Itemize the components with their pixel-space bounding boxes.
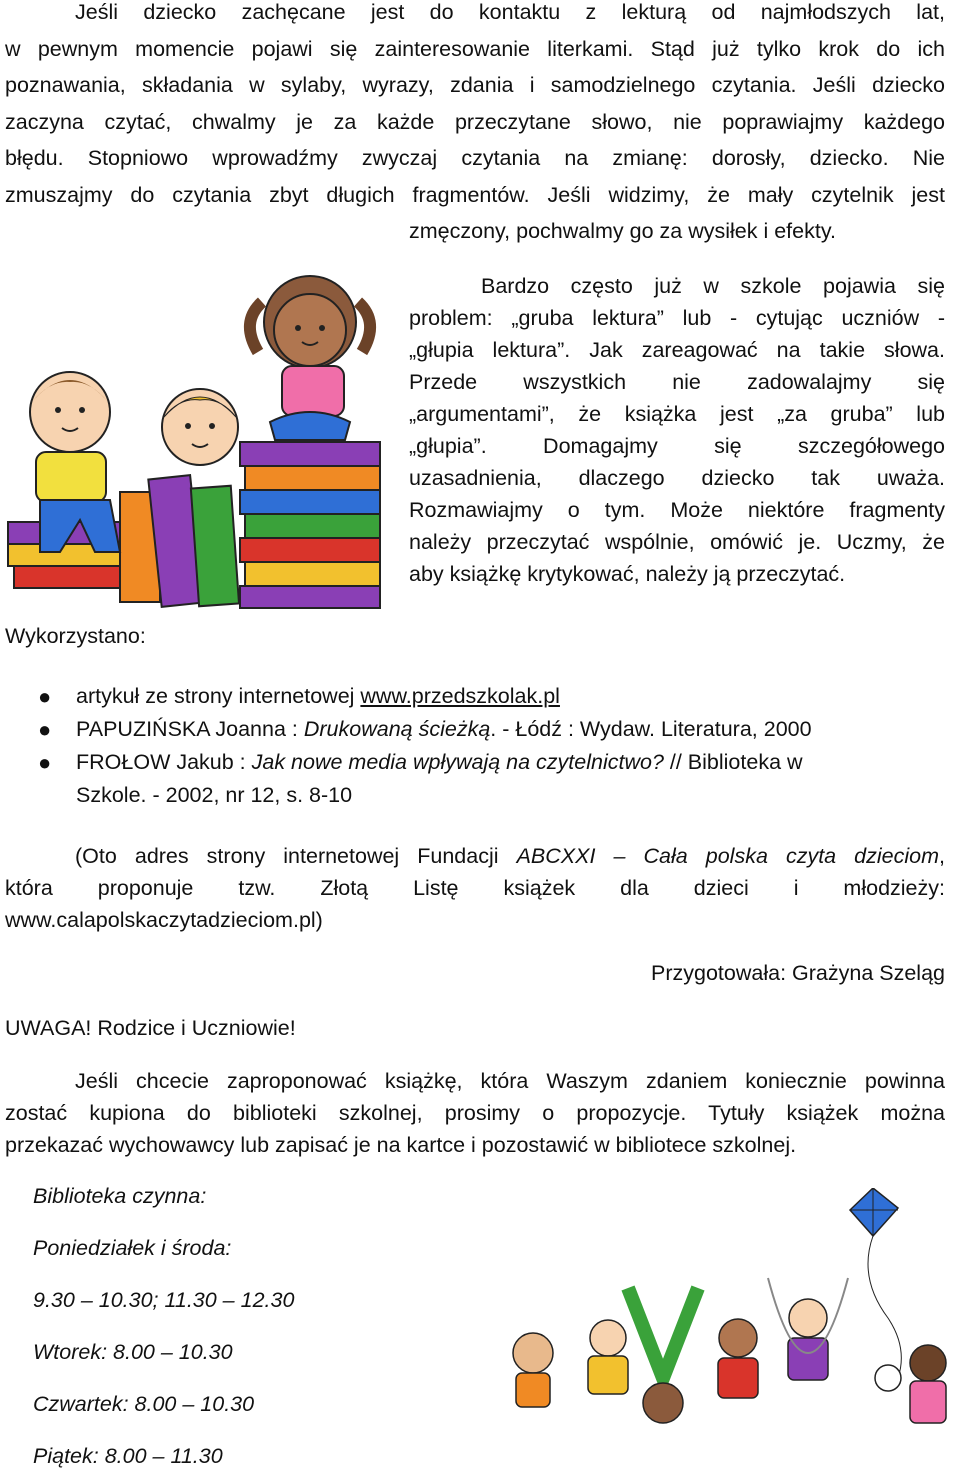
- source-link[interactable]: www.przedszkolak.pl: [360, 684, 560, 708]
- source-text: Szkole. - 2002, nr 12, s. 8-10: [76, 783, 353, 807]
- sources-list: [38, 680, 926, 812]
- playing-children-illustration: [488, 1188, 960, 1433]
- hours-mon-wed-label: Poniedziałek i środa:: [33, 1236, 232, 1260]
- side-line: aby książkę krytykować, należy ją przeczytać.: [409, 562, 846, 586]
- foundation-line: która proponuje tzw. Złotą Listę książek dla dzieci i młodzieży:: [5, 876, 945, 900]
- hours-mon-wed-times: 9.30 – 10.30; 11.30 – 12.30: [33, 1288, 295, 1312]
- foundation-text: ,: [939, 844, 945, 868]
- notice-line: Jeśli chcecie zaproponować książkę, która Waszym zdaniem koniecznie powinna: [75, 1069, 945, 1093]
- side-line: należy przeczytać wspólnie, omówić je. Uczmy, że: [409, 530, 945, 554]
- foundation-text: (Oto adres strony internetowej Fundacji: [75, 844, 517, 868]
- ball-icon: [875, 1365, 901, 1391]
- source-text: . - Łódź : Wydaw. Literatura, 2000: [490, 717, 812, 741]
- notice-line: zostać kupiona do biblioteki szkolnej, prosimy o propozycje. Tytuły książek można: [5, 1101, 945, 1125]
- side-line: uzasadnienia, dlaczego dziecko tak uważa.: [409, 466, 945, 490]
- source-text: artykuł ze strony internetowej: [76, 684, 361, 708]
- bullet-icon: ●: [38, 750, 52, 775]
- intro-line: Jeśli dziecko zachęcane jest do kontaktu z lekturą od najmłodszych lat,: [75, 0, 945, 24]
- foundation-name: ABCXXI – Cała polska czyta dzieciom: [516, 844, 940, 868]
- side-line: „argumentami”, że książka jest „za gruba” lub: [409, 402, 945, 426]
- side-line: „głupia”. Domagajmy się szczegółowego: [409, 434, 945, 458]
- side-line: problem: „gruba lektura” lub - cytując uczniów -: [409, 306, 945, 330]
- side-line: Przede wszystkich nie zadowalajmy się: [409, 370, 945, 394]
- intro-line: zmuszajmy do czytania zbyt długich fragmentów. Jeśli widzimy, że mały czytelnik jest: [5, 182, 945, 207]
- intro-paragraph: [5, 0, 945, 250]
- hours-title: Biblioteka czynna:: [33, 1184, 207, 1208]
- bullet-icon: ●: [38, 684, 52, 709]
- source-text: // Biblioteka w: [663, 750, 803, 774]
- kite-icon: [850, 1188, 898, 1236]
- notice-paragraph: [5, 1065, 945, 1161]
- foundation-line: [5, 840, 945, 872]
- hours-tuesday: Wtorek: 8.00 – 10.30: [33, 1340, 233, 1364]
- intro-line: poznawania, składania w sylaby, wyrazy, zdania i samodzielnego czytania. Jeśli dziecko: [5, 73, 945, 97]
- side-line: Bardzo często już w szkole pojawia się: [481, 274, 945, 298]
- children-on-books-illustration: [0, 262, 400, 612]
- hours-thursday: Czwartek: 8.00 – 10.30: [33, 1392, 255, 1416]
- library-hours: [33, 1170, 294, 1482]
- intro-line: zaczyna czytać, chwalmy je za każde przeczytane słowo, nie poprawiajmy każdego: [5, 109, 945, 134]
- foundation-line: www.calapolskaczytadzieciom.pl): [5, 908, 323, 932]
- side-line: „głupia lektura”. Jak zareagować na takie słowa.: [409, 338, 945, 362]
- side-line: Rozmawiajmy o tym. Może niektóre fragmenty: [409, 498, 945, 522]
- list-item: [38, 680, 926, 713]
- sources-heading: Wykorzystano:: [5, 624, 146, 648]
- intro-line: zmęczony, pochwalmy go za wysiłek i efekty.: [409, 219, 836, 243]
- source-title: Jak nowe media wpływają na czytelnictwo?: [251, 750, 664, 774]
- hours-friday: Piątek: 8.00 – 11.30: [33, 1444, 223, 1468]
- source-author: PAPUZIŃSKA Joanna :: [76, 717, 304, 741]
- notice-heading: UWAGA! Rodzice i Uczniowie!: [5, 1016, 296, 1040]
- source-author: FROŁOW Jakub :: [76, 750, 252, 774]
- foundation-paragraph: [5, 840, 945, 936]
- notice-line: przekazać wychowawcy lub zapisać je na kartce i pozostawić w bibliotece szkolnej.: [5, 1133, 797, 1157]
- bullet-icon: ●: [38, 717, 52, 742]
- prepared-by: Przygotowała: Grażyna Szeląg: [651, 961, 945, 985]
- intro-line: w pewnym momencie pojawi się zainteresowanie literkami. Stąd już tylko krok do ich: [5, 36, 945, 61]
- intro-line: błędu. Stopniowo wprowadźmy zwyczaj czytania na zmianę: dorosły, dziecko. Nie: [5, 146, 945, 170]
- side-paragraph: [409, 270, 945, 590]
- source-title: Drukowaną ścieżką: [303, 717, 491, 741]
- list-item: [38, 746, 926, 812]
- list-item: [38, 713, 926, 746]
